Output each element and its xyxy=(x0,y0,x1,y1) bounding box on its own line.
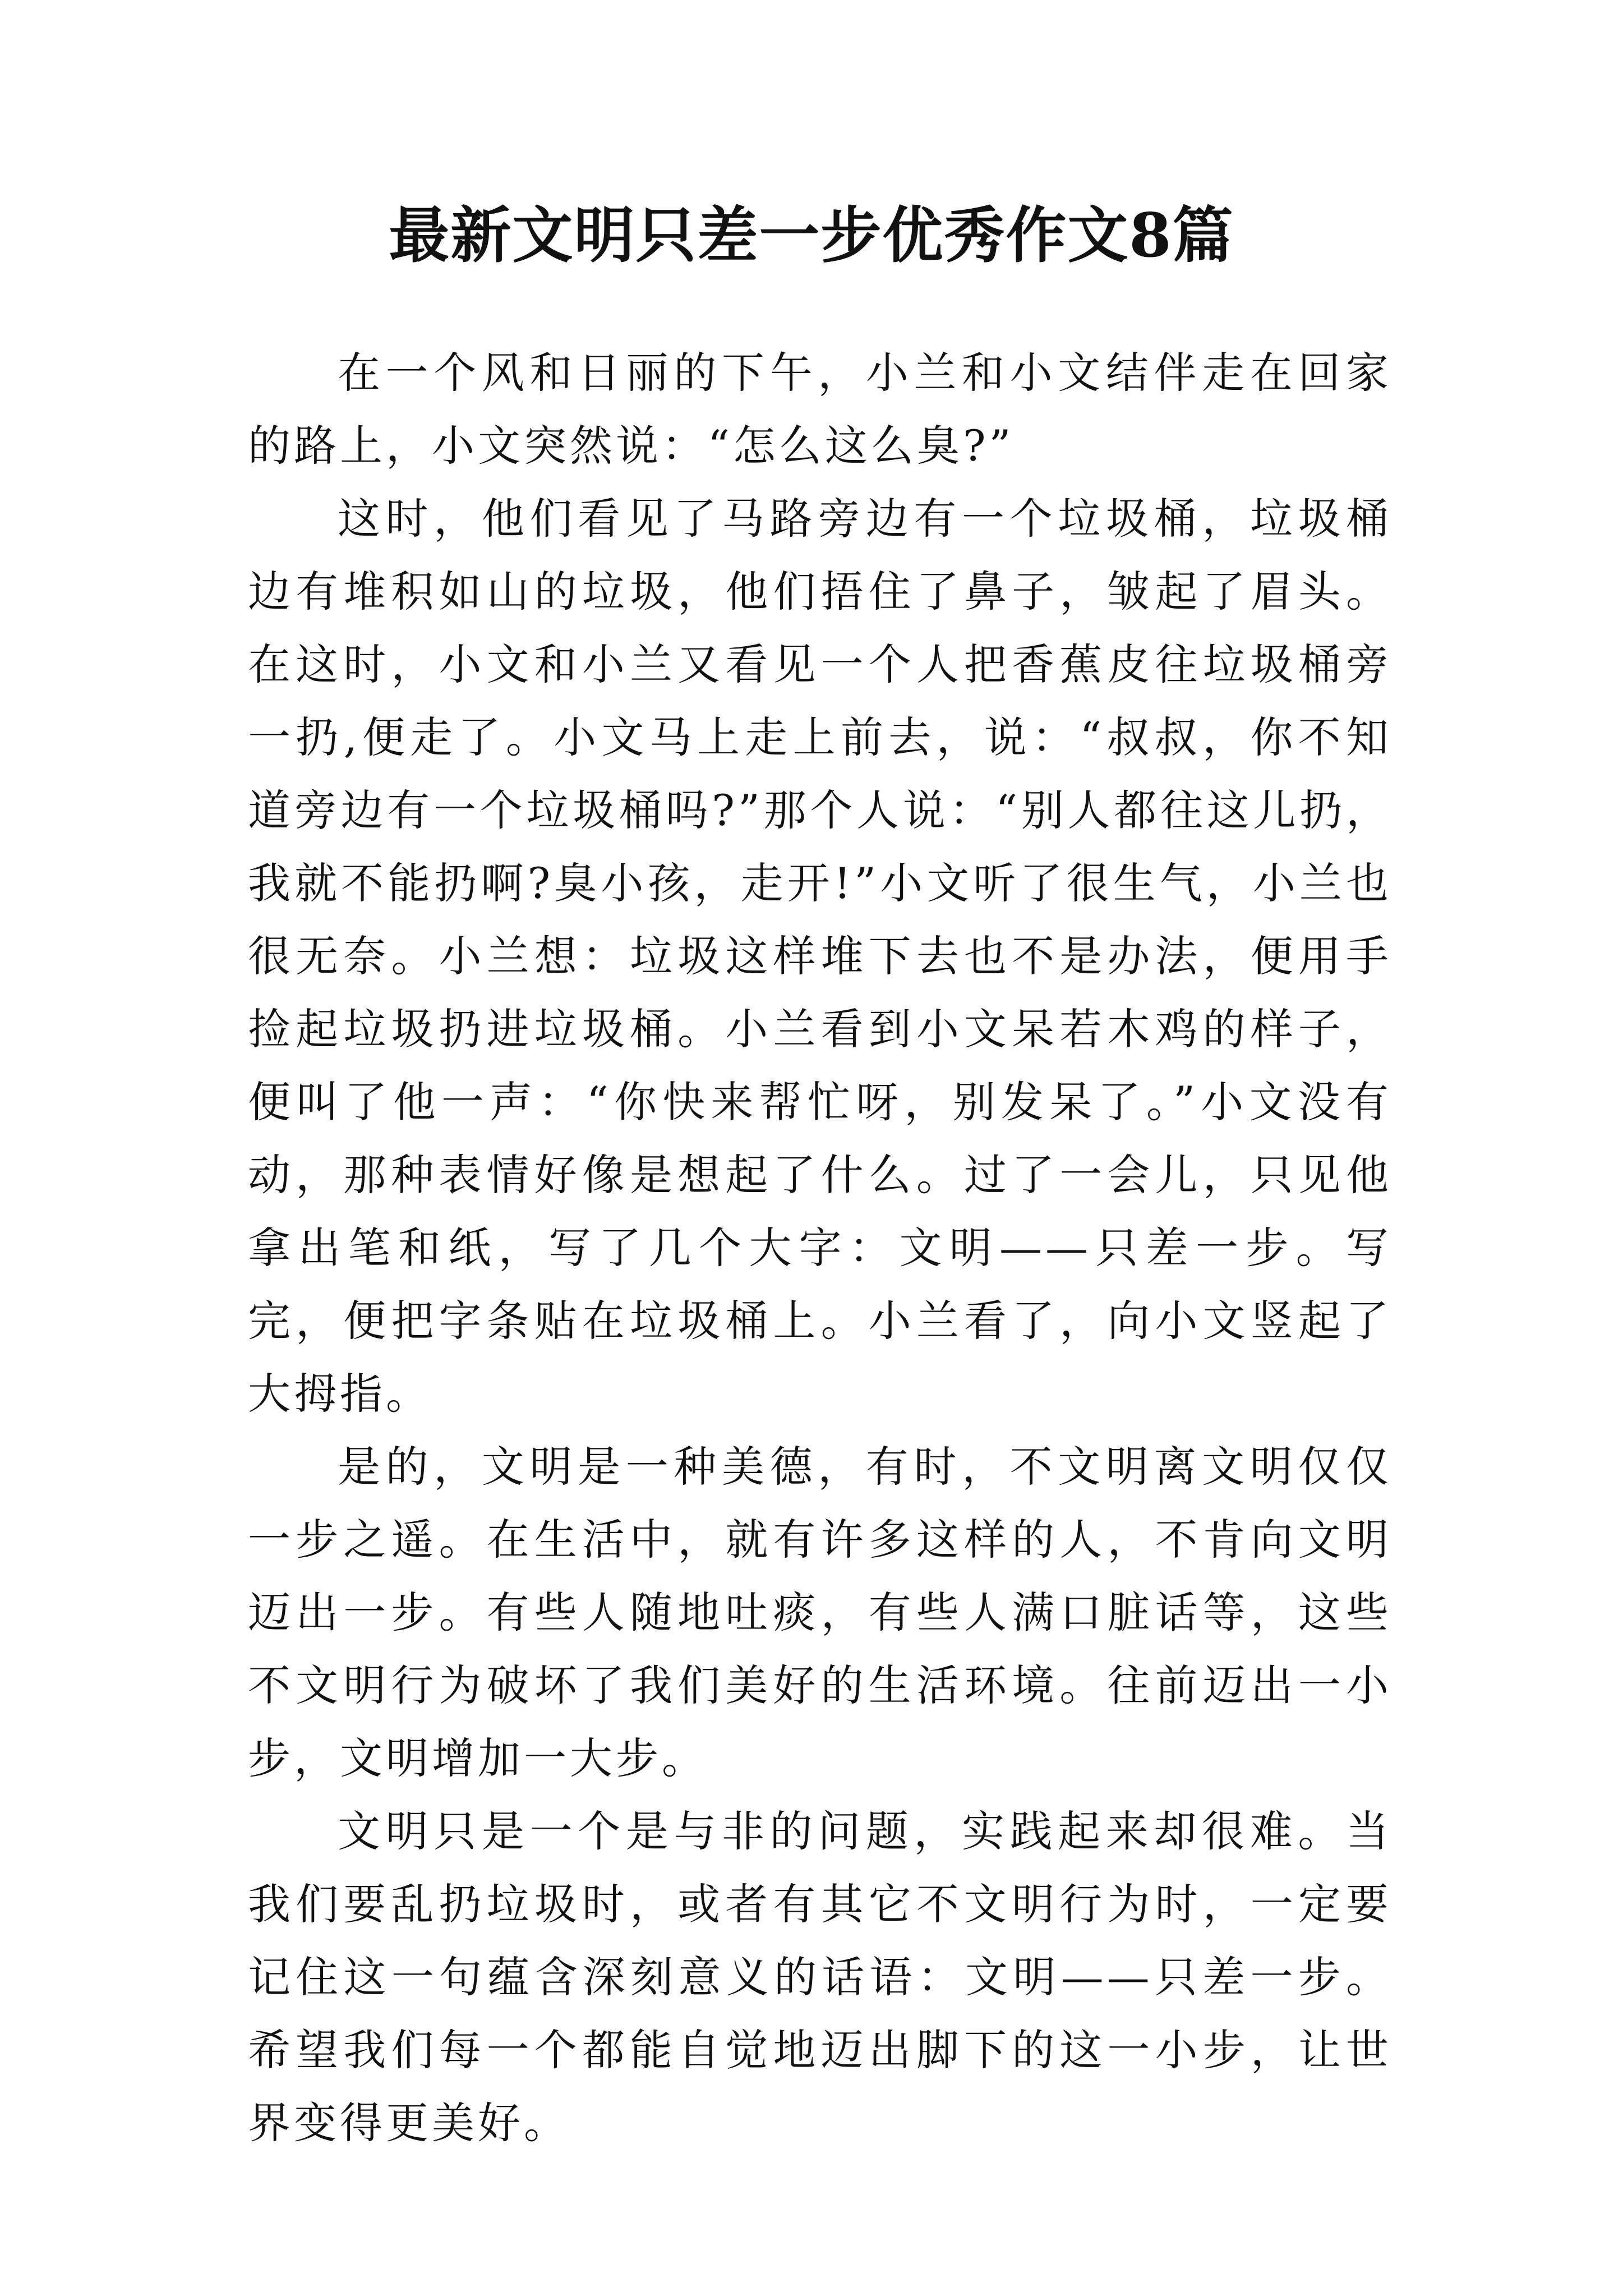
paragraph-2: 这时，他们看见了马路旁边有一个垃圾桶，垃圾桶边有堆积如山的垃圾，他们捂住了鼻子，皱起了眉头。在这时，小文和小兰又看见一个人把香蕉皮往垃圾桶旁一扔,便走了。小文马上走上前去，说：“叔叔，你不知道旁边有一个垃圾桶吗?”那个人说：“别人都往这儿扔，我就不能扔啊?臭小孩，走开!”小文听了很生气，小兰也很无奈。小兰想：垃圾这样堆下去也不是办法，便用手捡起垃圾扔进垃圾桶。小兰看到小文呆若木鸡的样子，便叫了他一声：“你快来帮忙呀，别发呆了。”小文没有动，那种表情好像是想起了什么。过了一会儿，只见他拿出笔和纸，写了几个大字：文明——只差一步。写完，便把字条贴在垃圾桶上。小兰看了，向小文竖起了大拇指。 xyxy=(248,494,1392,1419)
paragraph-3: 是的，文明是一种美德，有时，不文明离文明仅仅一步之遥。在生活中，就有许多这样的人，不肯向文明迈出一步。有些人随地吐痰，有些人满口脏话等，这些不文明行为破坏了我们美好的生活环境。往前迈出一小步，文明增加一大步。 xyxy=(248,1442,1392,1783)
document-body xyxy=(248,337,1392,2160)
document-title: 最新文明只差一步优秀作文8篇 xyxy=(389,200,1234,271)
paragraph-4: 文明只是一个是与非的问题，实践起来却很难。当我们要乱扔垃圾时，或者有其它不文明行为时，一定要记住这一句蕴含深刻意义的话语：文明——只差一步。希望我们每一个都能自觉地迈出脚下的这一小步，让世界变得更美好。 xyxy=(248,1806,1392,2148)
paragraph-1: 在一个风和日丽的下午，小兰和小文结伴走在回家的路上，小文突然说：“怎么这么臭?” xyxy=(248,348,1392,471)
